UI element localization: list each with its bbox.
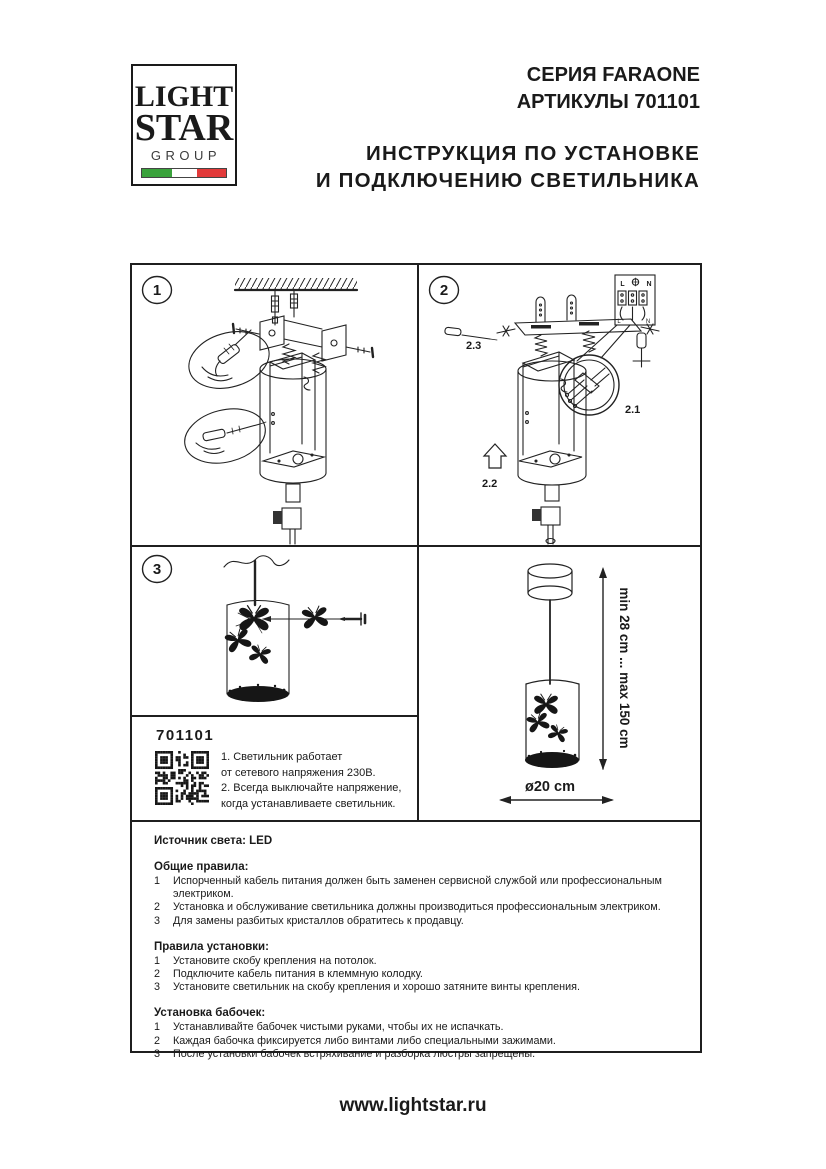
article-number: 701101 xyxy=(156,727,215,744)
safety-note-line: когда устанавливаете светильник. xyxy=(221,797,396,810)
step1-number: 1 xyxy=(152,282,162,299)
label-2-1: 2.1 xyxy=(625,404,641,416)
item-text: Подключите кабель питания в клеммную колодку. xyxy=(173,968,423,981)
label-2-3: 2.3 xyxy=(466,340,482,352)
list-item xyxy=(154,1035,690,1048)
item-text: Установите светильник на скобу крепления и хорошо затяните винты крепления. xyxy=(173,981,580,994)
label-2-2: 2.2 xyxy=(482,478,498,490)
list-item xyxy=(154,901,690,914)
info-text-section xyxy=(132,822,704,1060)
item-number: 1 xyxy=(154,1021,161,1034)
logo-text-star: STAR xyxy=(134,107,234,149)
item-number: 2 xyxy=(154,968,161,981)
section-installation-rules xyxy=(154,941,690,995)
safety-notes xyxy=(221,750,401,812)
wire-l-label: L xyxy=(617,319,621,325)
flag-white xyxy=(172,169,197,177)
flag-red xyxy=(197,169,226,177)
step3-panel xyxy=(132,547,417,715)
series-title: СЕРИЯ FARAONE xyxy=(526,64,700,86)
item-text: Испорченный кабель питания должен быть заменен сервисной службой или профессиональным электриком. xyxy=(173,875,662,901)
step2-panel xyxy=(419,265,704,545)
item-number: 1 xyxy=(154,875,161,887)
terminal-l-label: L xyxy=(620,281,625,288)
item-number: 3 xyxy=(154,981,161,994)
item-number: 3 xyxy=(154,914,161,927)
article-title: АРТИКУЛЫ 701101 xyxy=(516,91,700,113)
list-item xyxy=(154,1048,690,1061)
instruction-title-line2: И ПОДКЛЮЧЕНИЮ СВЕТИЛЬНИКА xyxy=(315,169,700,192)
instruction-title xyxy=(240,140,700,194)
dimensions-drawing xyxy=(419,547,704,820)
safety-note-line: 1. Светильник работает xyxy=(221,751,343,763)
dimensions-panel xyxy=(419,547,704,820)
item-text: После установки бабочек встряхивание и разборка люстры запрещены. xyxy=(173,1047,536,1060)
item-number: 2 xyxy=(154,1034,161,1047)
light-source-line: Источник света: LED xyxy=(154,835,273,847)
step2-number: 2 xyxy=(439,282,449,299)
section-title: Установка бабочек: xyxy=(154,1007,266,1020)
height-dimension-label: min 28 cm ... max 150 cm xyxy=(617,587,632,749)
list-item xyxy=(154,1021,690,1034)
step3-drawing xyxy=(132,547,417,715)
item-number: 2 xyxy=(154,901,161,914)
instruction-title-line1: ИНСТРУКЦИЯ ПО УСТАНОВКЕ xyxy=(366,142,700,165)
article-notes-panel xyxy=(132,717,417,820)
list-item xyxy=(154,968,690,981)
safety-note-line: 2. Всегда выключайте напряжение, xyxy=(221,782,402,794)
section-title: Правила установки: xyxy=(154,940,269,953)
diagram-frame xyxy=(130,263,702,1060)
item-number: 3 xyxy=(154,1047,161,1060)
item-text: Установка и обслуживание светильника должны производиться профессиональным электриком. xyxy=(173,901,661,914)
safety-note-line: от сетевого напряжения 230В. xyxy=(221,766,376,779)
flag-green xyxy=(142,169,172,177)
step2-drawing xyxy=(419,265,704,545)
section-general-rules xyxy=(154,861,690,928)
terminal-n-label: N xyxy=(646,281,652,288)
website-url: www.lightstar.ru xyxy=(339,1095,487,1116)
section-butterfly-installation xyxy=(154,1007,690,1061)
item-text: Установите скобу крепления на потолок. xyxy=(173,954,377,967)
document-header xyxy=(240,62,700,194)
list-item xyxy=(154,875,690,901)
item-number: 1 xyxy=(154,954,161,967)
list-item xyxy=(154,955,690,968)
diameter-dimension-label: ø20 cm xyxy=(525,779,575,795)
list-item xyxy=(154,981,690,994)
logo-text-light: LIGHT xyxy=(134,80,234,113)
step1-panel xyxy=(132,265,417,545)
wire-n-label: N xyxy=(645,319,651,325)
item-text: Каждая бабочка фиксируется либо винтами либо специальными зажимами. xyxy=(173,1034,556,1047)
italian-flag-bar xyxy=(141,168,227,178)
item-text: Для замены разбитых кристаллов обратитесь к продавцу. xyxy=(173,914,464,927)
step3-number: 3 xyxy=(152,561,162,578)
logo-text-group: GROUP xyxy=(150,148,222,163)
item-text: Устанавливайте бабочек чистыми руками, чтобы их не испачкать. xyxy=(173,1021,504,1034)
qr-code xyxy=(155,751,209,805)
lightstar-logo xyxy=(131,64,237,186)
section-title: Общие правила: xyxy=(154,861,249,873)
list-item xyxy=(154,915,690,928)
step1-drawing xyxy=(132,265,417,545)
